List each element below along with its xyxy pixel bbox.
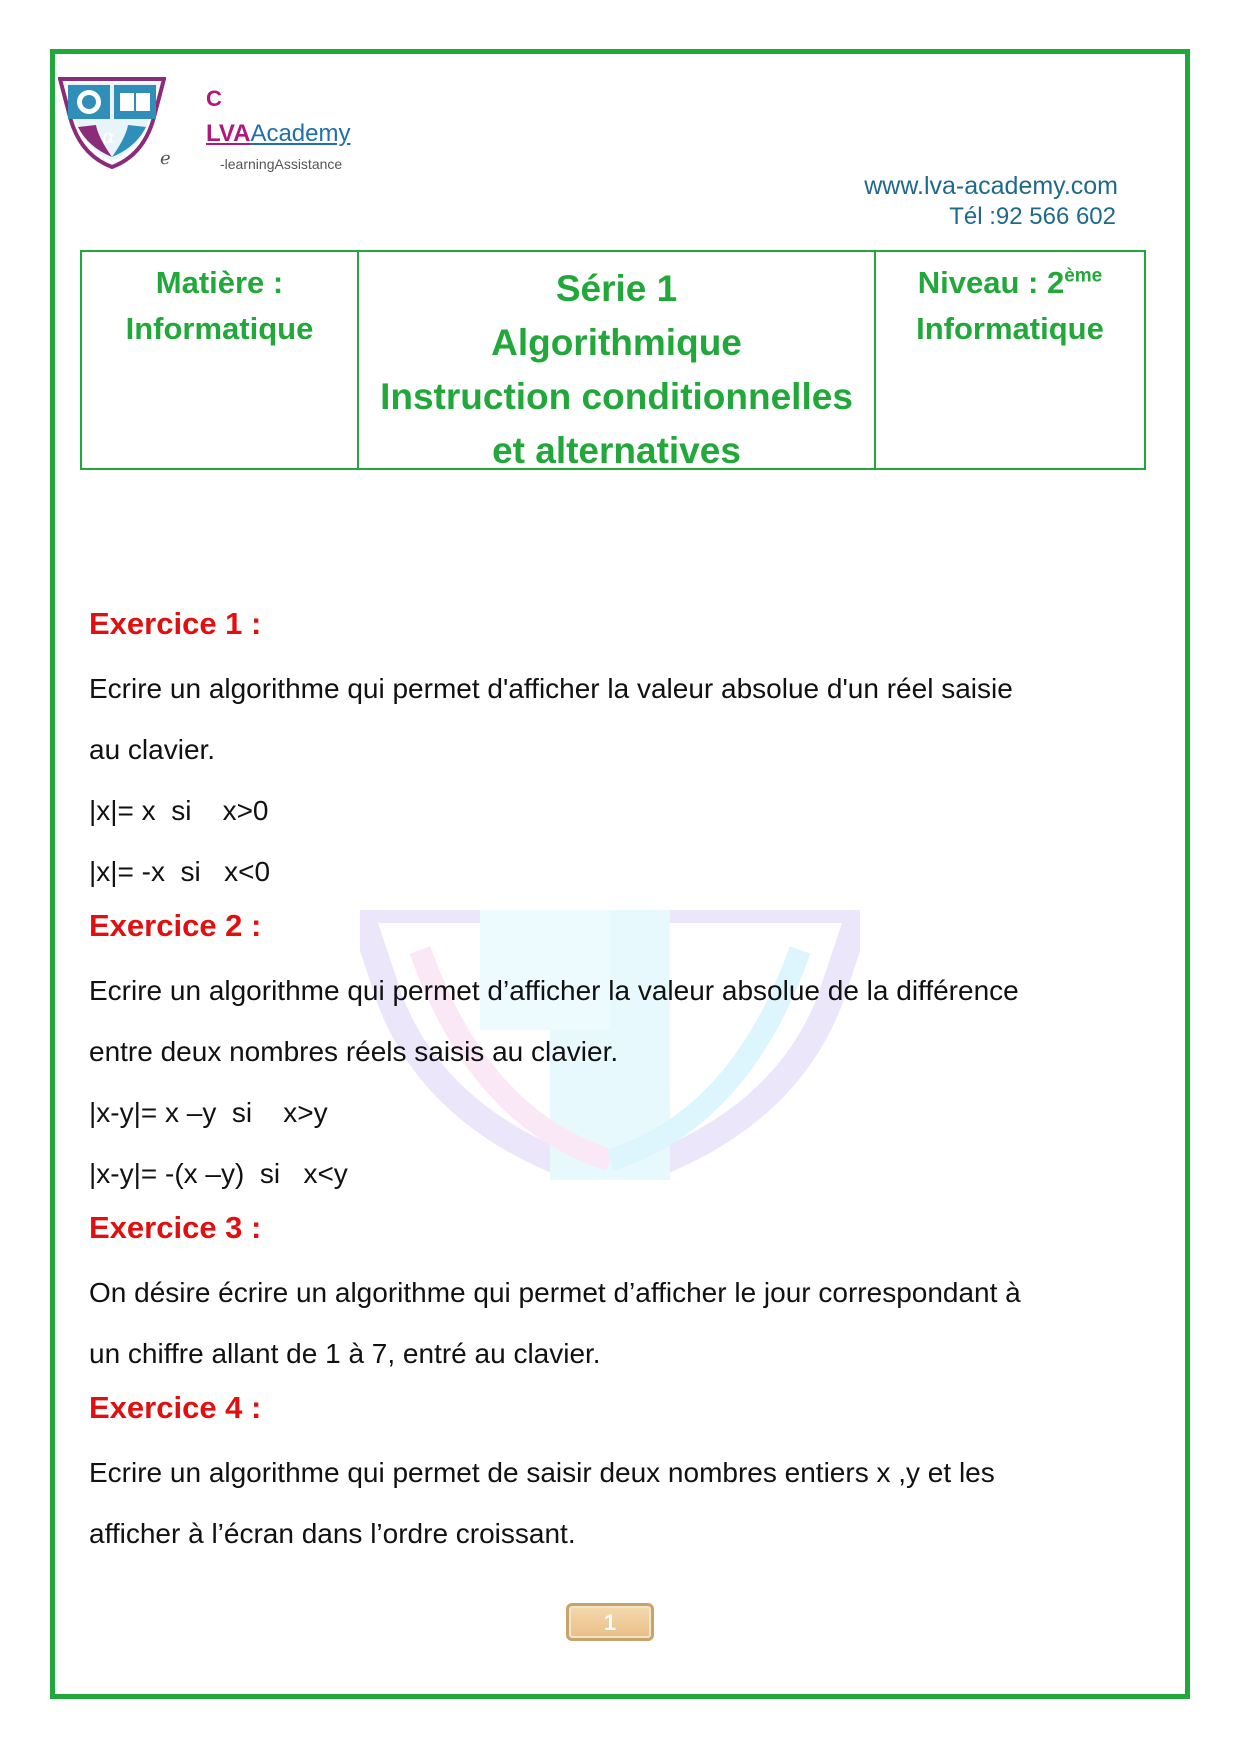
exercises-content	[89, 600, 1139, 1564]
subtopic-line-1: Instruction conditionnelles	[380, 376, 853, 417]
brand-c-letter: C	[206, 86, 222, 111]
exercise-3	[89, 1204, 1139, 1384]
exercise-text-line: entre deux nombres réels saisis au clavier.	[89, 1036, 619, 1067]
level-label	[876, 260, 1144, 306]
exercise-title: Exercice 4 :	[89, 1390, 262, 1425]
exercise-text-line: Ecrire un algorithme qui permet d’afficher la valeur absolue de la différence	[89, 975, 1019, 1006]
exercise-2	[89, 902, 1139, 1204]
lva-academy-logo	[58, 77, 166, 169]
series-title: Série 1	[555, 268, 678, 309]
brand-e-letter: e	[160, 148, 171, 169]
website-link[interactable]: www.lva-academy.com	[864, 172, 1118, 200]
level-value: Informatique	[916, 311, 1104, 346]
exercise-title: Exercice 3 :	[89, 1210, 262, 1245]
exercise-text-line: un chiffre allant de 1 à 7, entré au clavier.	[89, 1338, 601, 1369]
phone-number: Tél :92 566 602	[949, 203, 1116, 230]
exercise-4	[89, 1384, 1139, 1564]
exercise-text-line: Ecrire un algorithme qui permet de saisir deux nombres entiers x ,y et les	[89, 1457, 995, 1488]
exercise-text-line: au clavier.	[89, 734, 216, 765]
header-table	[80, 250, 1146, 470]
subject-value: Informatique	[125, 311, 314, 346]
level-cell	[876, 252, 1144, 468]
formula-line: |x|= -x si x<0	[89, 856, 271, 887]
formula-line: |x-y|= x –y si x>y	[89, 1097, 328, 1128]
exercise-text-line: On désire écrire un algorithme qui permet d’afficher le jour correspondant à	[89, 1277, 1021, 1308]
level-sup: ème	[1064, 265, 1103, 287]
exercise-text-line: afficher à l’écran dans l’ordre croissant.	[89, 1518, 576, 1549]
brand-name	[206, 120, 350, 148]
subject-cell	[82, 252, 359, 468]
brand-academy: Academy	[250, 120, 351, 147]
exercise-text-line: Ecrire un algorithme qui permet d'afficher la valeur absolue d'un réel saisie	[89, 673, 1013, 704]
page-number: 1	[566, 1603, 654, 1641]
brand-lva: LVA	[206, 120, 251, 147]
topic-title: Algorithmique	[491, 322, 742, 363]
formula-line: |x-y|= -(x –y) si x<y	[89, 1158, 348, 1189]
formula-line: |x|= x si x>0	[89, 795, 269, 826]
level-prefix: Niveau : 2	[917, 265, 1065, 300]
exercise-1	[89, 600, 1139, 902]
subject-label: Matière :	[155, 265, 284, 300]
brand-tagline: -learningAssistance	[220, 156, 343, 172]
svg-text:α: α	[102, 124, 116, 148]
exercise-title: Exercice 1 :	[89, 606, 262, 641]
subtopic-line-2: et alternatives	[492, 430, 741, 471]
exercise-title: Exercice 2 :	[89, 908, 262, 943]
title-cell	[359, 252, 876, 471]
